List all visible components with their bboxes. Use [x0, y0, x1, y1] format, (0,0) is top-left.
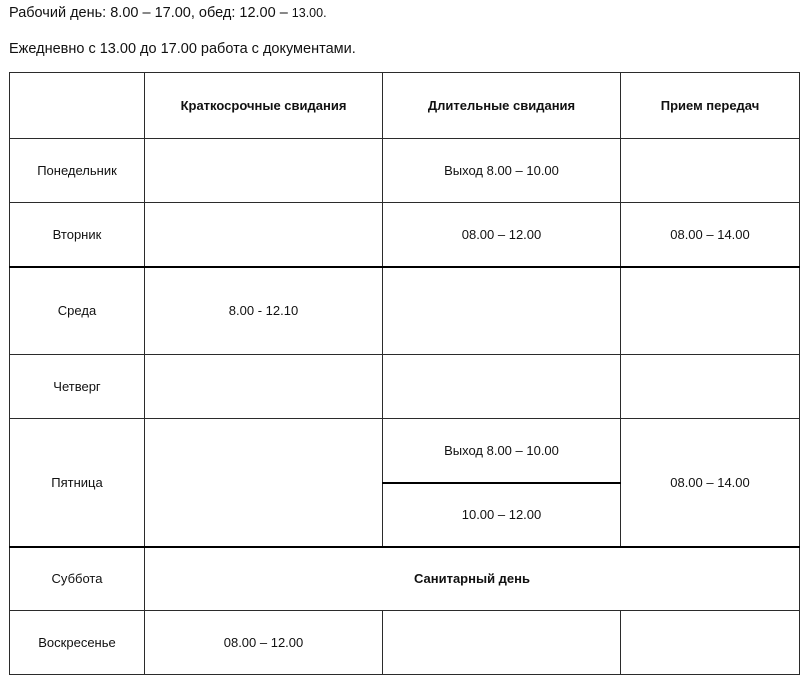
friday-long-visits-2: 10.00 – 12.00	[383, 483, 621, 547]
monday-short-visits	[145, 139, 383, 203]
work-hours-line	[9, 4, 327, 22]
header-long-visits: Длительные свидания	[383, 73, 621, 139]
sunday-short-visits: 08.00 – 12.00	[145, 611, 383, 675]
wednesday-short-visits: 8.00 - 12.10	[145, 267, 383, 355]
row-friday	[10, 419, 800, 483]
header-short-visits: Краткосрочные свидания	[145, 73, 383, 139]
thursday-parcels	[621, 355, 800, 419]
monday-day: Понедельник	[10, 139, 145, 203]
sunday-long-visits	[383, 611, 621, 675]
tuesday-day: Вторник	[10, 203, 145, 267]
wednesday-long-visits	[383, 267, 621, 355]
documents-hours-line: Ежедневно с 13.00 до 17.00 работа с документами.	[9, 41, 356, 57]
friday-long-visits-1: Выход 8.00 – 10.00	[383, 419, 621, 483]
wednesday-day: Среда	[10, 267, 145, 355]
work-hours-text: Рабочий день: 8.00 – 17.00, обед: 12.00 –	[9, 5, 292, 21]
wednesday-parcels	[621, 267, 800, 355]
row-monday	[10, 139, 800, 203]
sunday-parcels	[621, 611, 800, 675]
row-wednesday	[10, 267, 800, 355]
sunday-day: Воскресенье	[10, 611, 145, 675]
thursday-long-visits	[383, 355, 621, 419]
row-sunday	[10, 611, 800, 675]
thursday-short-visits	[145, 355, 383, 419]
row-saturday	[10, 547, 800, 611]
row-thursday	[10, 355, 800, 419]
row-tuesday	[10, 203, 800, 267]
tuesday-long-visits: 08.00 – 12.00	[383, 203, 621, 267]
friday-day: Пятница	[10, 419, 145, 547]
friday-parcels: 08.00 – 14.00	[621, 419, 800, 547]
tuesday-parcels: 08.00 – 14.00	[621, 203, 800, 267]
saturday-day: Суббота	[10, 547, 145, 611]
saturday-sanitary-day: Санитарный день	[145, 547, 800, 611]
monday-parcels	[621, 139, 800, 203]
tuesday-short-visits	[145, 203, 383, 267]
header-parcels: Прием передач	[621, 73, 800, 139]
work-hours-end-text: 13.00.	[291, 6, 327, 20]
table-header-row	[10, 73, 800, 139]
friday-short-visits	[145, 419, 383, 547]
monday-long-visits: Выход 8.00 – 10.00	[383, 139, 621, 203]
schedule-table	[9, 72, 800, 675]
header-day	[10, 73, 145, 139]
thursday-day: Четверг	[10, 355, 145, 419]
